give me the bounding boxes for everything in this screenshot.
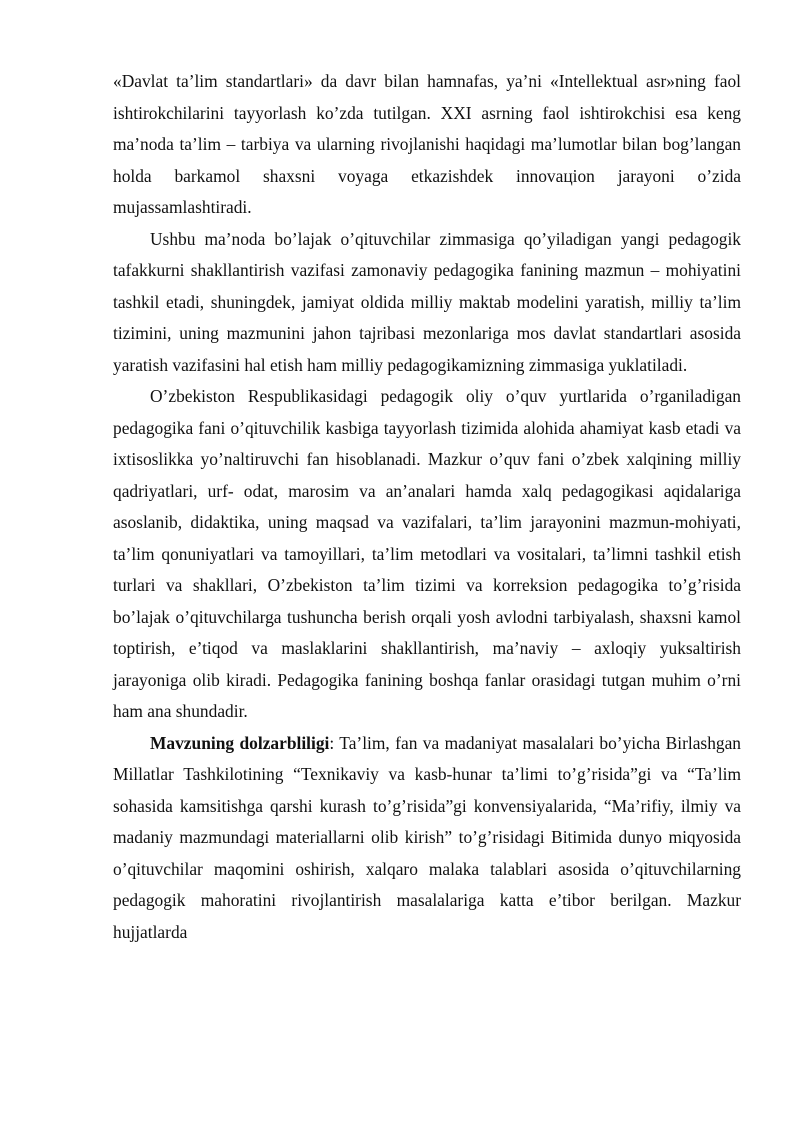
paragraph-2: Ushbu ma’noda bo’lajak o’qituvchilar zimmasiga qo’yiladigan yangi pedagogik tafakkurni shakllantirish vazifasi zamonaviy pedagogika fanining mazmun – mohiyatini tashkil etadi, shuningdek, jamiyat oldida milliy maktab modelini yaratish, milliy ta’lim tizimini, uning mazmunini jahon tajribasi mezonlariga mos davlat standartlari asosida yaratish vazifasini hal etish ham milliy pedagogikamizning zimmasiga yuklatiladi. [113,228,741,375]
document-page [113,66,741,948]
paragraph-4-text: : Ta’lim, fan va madaniyat masalalari bo’yicha Birlashgan Millatlar Tashkilotining “Texnikaviy va kasb-hunar ta’limi to’g’risida”gi va “Ta’lim sohasida kamsitishga qarshi kurash to’g’risida”gi konvensiyalarida, “Ma’rifiy, ilmiy va madaniy mazmundagi materiallarni olib kirish” to’g’risidagi Bitimida dunyo miqyosida o’qituvchilar maqomini oshirish, xalqaro malaka talablari asosida o’qituvchilarning pedagogik mahoratini rivojlantirish masalalariga katta e’tibor berilgan. Mazkur hujjatlarda [113,732,741,942]
section-heading: Mavzuning dolzarbliligi [150,732,330,753]
paragraph-1: «Davlat ta’lim standartlari» da davr bilan hamnafas, ya’ni «Intellektual asr»ning faol ishtirokchilarini tayyorlash ko’zda tutilgan. XXI asrning faol ishtirokchisi esa keng ma’noda ta’lim – tarbiya va ularning rivojlanishi haqidagi ma’lumotlar bilan bog’langan holda barkamol shaxsni voyaga etkazishdek innovaцion jarayoni o’zida mujassamlashtiradi. [113,71,741,217]
paragraph-3: O’zbekiston Respublikasidagi pedagogik oliy o’quv yurtlarida o’rganiladigan pedagogika fani o’qituvchilik kasbiga tayyorlash tizimida alohida ahamiyat kasb etadi va ixtisoslikka yo’naltiruvchi fan hisoblanadi. Mazkur o’quv fani o’zbek xalqining milliy qadriyatlari, urf- odat, marosim va an’analari hamda xalq pedagogikasi aqidalariga asoslanib, didaktika, uning maqsad va vazifalari, ta’lim jarayonini mazmun-mohiyati, ta’lim qonuniyatlari va tamoyillari, ta’lim metodlari va vositalari, ta’limni tashkil etish turlari va shakllari, O’zbekiston ta’lim tizimi va korreksion pedagogika to’g’risida bo’lajak o’qituvchilarga tushuncha berish orqali yosh avlodni tarbiyalash, shaxsni kamol toptirish, e’tiqod va maslaklarini shakllantirish, ma’naviy – axloqiy yuksaltirish jarayoniga olib kiradi. Pedagogika fanining boshqa fanlar orasidagi tutgan muhim o’rni ham ana shundadir. [113,386,741,721]
paragraph-4 [113,728,741,949]
